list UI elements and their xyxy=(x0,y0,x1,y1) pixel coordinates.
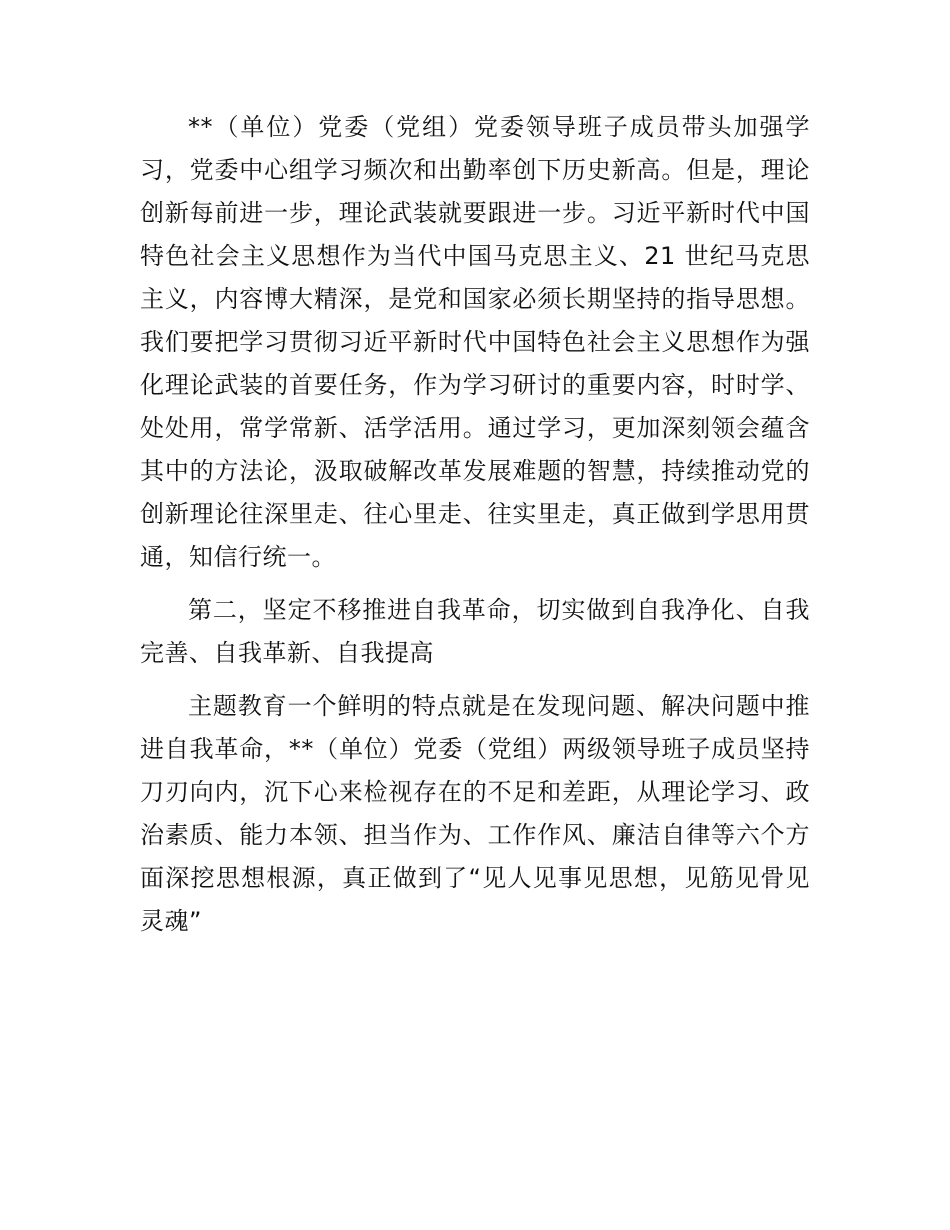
paragraph-2-section-heading: 第二，坚定不移推进自我革命，切实做到自我净化、自我完善、自我革新、自我提高 xyxy=(140,596,810,667)
document-body xyxy=(140,106,810,953)
paragraph-3: 主题教育一个鲜明的特点就是在发现问题、解决问题中推进自我革命，**（单位）党委（党组）两级领导班子成员坚持刀刃向内，沉下心来检视存在的不足和差距，从理论学习、政治素质、能力本领、担当作为、工作作风、廉洁自律等六个方面深挖思想根源，真正做到了“见人见事见思想，见筋见骨见灵魂” xyxy=(140,692,810,935)
paragraph-1: **（单位）党委（党组）党委领导班子成员带头加强学习，党委中心组学习频次和出勤率创下历史新高。但是，理论创新每前进一步，理论武装就要跟进一步。习近平新时代中国特色社会主义思想作为当代中国马克思主义、21 世纪马克思主义，内容博大精深，是党和国家必须长期坚持的指导思想。我们要把学习贯彻习近平新时代中国特色社会主义思想作为强化理论武装的首要任务，作为学习研讨的重要内容，时时学、处处用，常学常新、活学活用。通过学习，更加深刻领会蕴含其中的方法论，汲取破解改革发展难题的智慧，持续推动党的创新理论往深里走、往心里走、往实里走，真正做到学思用贯通，知信行统一。 xyxy=(140,113,810,571)
